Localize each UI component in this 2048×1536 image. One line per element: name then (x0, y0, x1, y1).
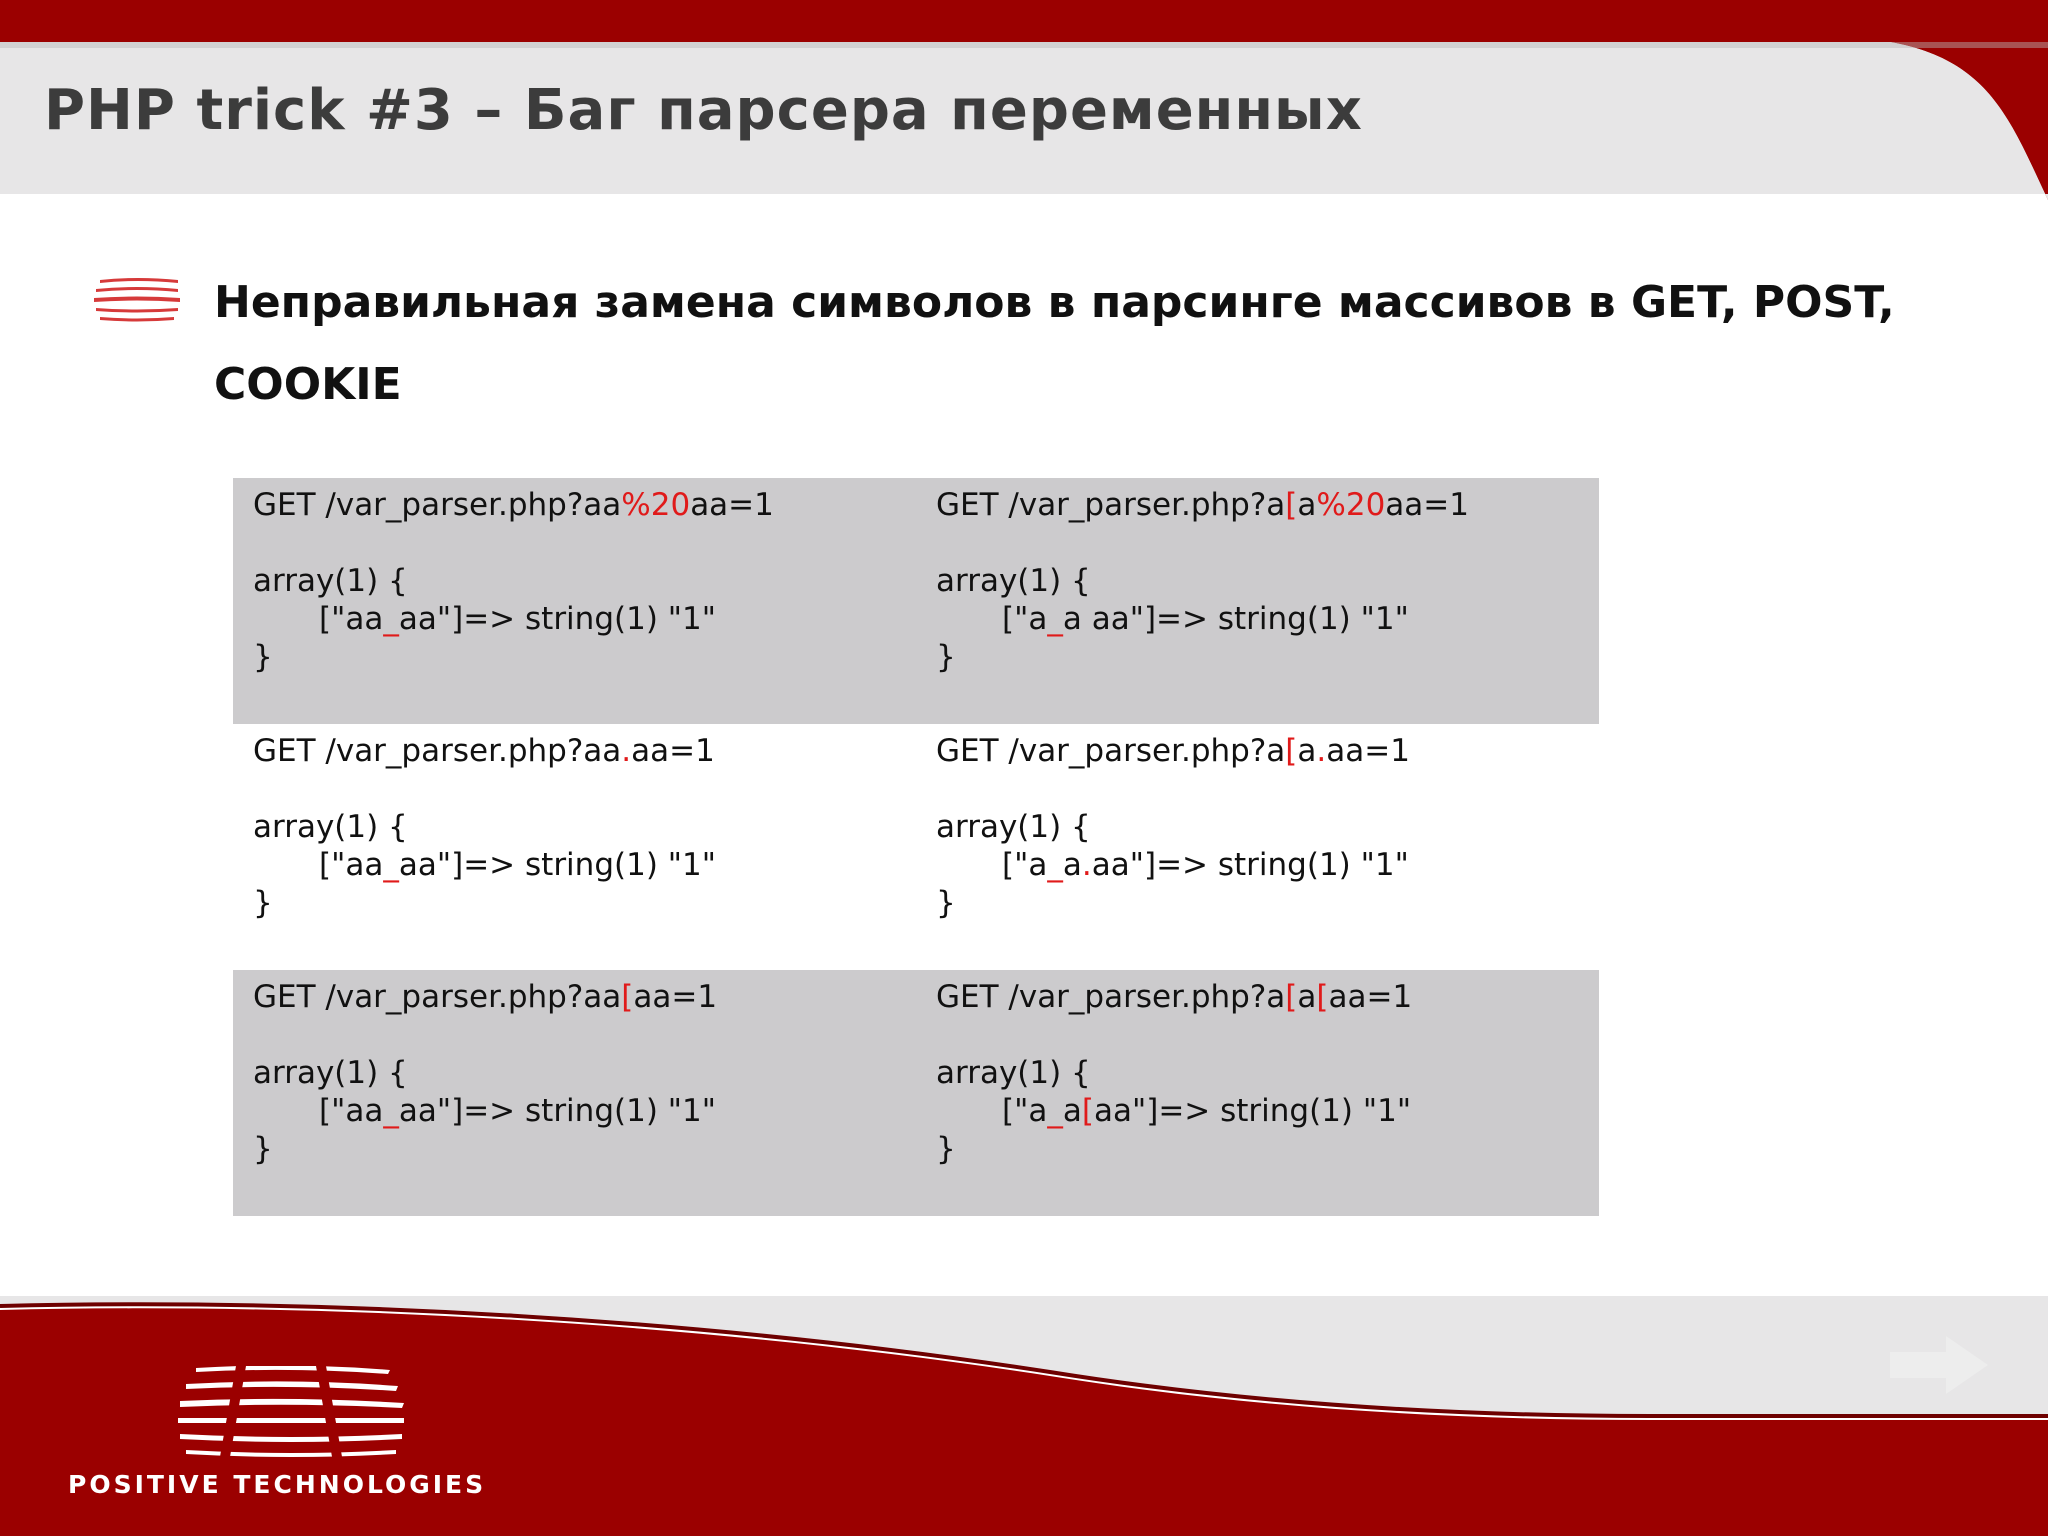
code-text: aa=1 (1326, 733, 1410, 769)
code-cell-left (253, 486, 774, 676)
highlighted-char: . (621, 733, 632, 769)
highlighted-char: _ (383, 847, 399, 883)
code-text: ["a (1002, 1093, 1048, 1129)
code-text: GET /var_parser.php?aa (253, 733, 622, 769)
code-text: a (1297, 979, 1317, 1015)
array-open-line: array(1) { (936, 809, 1091, 845)
positive-technologies-logo-icon (176, 1366, 406, 1462)
code-cell-right (936, 978, 1412, 1168)
highlighted-char: . (1316, 733, 1327, 769)
request-line (936, 978, 1412, 1016)
array-open-line: array(1) { (936, 563, 1091, 599)
array-close-line: } (936, 1131, 956, 1167)
code-text: aa"]=> string(1) "1" (1091, 847, 1409, 883)
request-line (936, 486, 1469, 524)
code-text: GET /var_parser.php?a (936, 733, 1286, 769)
highlighted-char: [ (1285, 733, 1298, 769)
array-element-line (936, 846, 1410, 884)
array-close-line: } (253, 639, 273, 675)
highlighted-char: %20 (621, 487, 691, 523)
highlighted-char: [ (1285, 979, 1298, 1015)
code-text: GET /var_parser.php?a (936, 979, 1286, 1015)
code-text: a (1062, 847, 1082, 883)
code-row (233, 970, 1599, 1216)
code-text: aa"]=> string(1) "1" (398, 1093, 717, 1129)
code-text: ["aa (319, 847, 384, 883)
brand-name: POSITIVE TECHNOLOGIES (68, 1470, 487, 1499)
blank-line (253, 524, 774, 562)
highlighted-char: . (1081, 847, 1092, 883)
code-text: ["a (1002, 601, 1048, 637)
array-open-line: array(1) { (936, 1055, 1091, 1091)
array-element-line (253, 846, 716, 884)
code-text: GET /var_parser.php?a (936, 487, 1286, 523)
code-text: aa"]=> string(1) "1" (398, 601, 717, 637)
code-cell-left (253, 978, 717, 1168)
code-row (233, 724, 1599, 970)
code-text: aa=1 (631, 733, 715, 769)
code-text: aa=1 (1385, 487, 1469, 523)
code-text: a (1297, 487, 1317, 523)
code-examples-grid (233, 478, 1599, 1216)
request-line (253, 978, 717, 1016)
highlighted-char: _ (1047, 847, 1063, 883)
code-cell-right (936, 486, 1469, 676)
array-open-line: array(1) { (253, 563, 408, 599)
array-close-line: } (253, 1131, 273, 1167)
code-text: GET /var_parser.php?aa (253, 979, 622, 1015)
array-element-line (253, 600, 774, 638)
code-cell-right (936, 732, 1410, 922)
highlighted-char: %20 (1316, 487, 1386, 523)
highlighted-char: _ (383, 1093, 399, 1129)
red-stripes-bullet-icon (94, 278, 180, 324)
highlighted-char: _ (1047, 601, 1063, 637)
code-text: ["aa (319, 1093, 384, 1129)
highlighted-char: _ (1047, 1093, 1063, 1129)
code-text: ["aa (319, 601, 384, 637)
code-text: aa=1 (633, 979, 718, 1015)
highlighted-char: [ (1081, 1093, 1094, 1129)
code-text: a (1297, 733, 1317, 769)
highlighted-char: [ (621, 979, 634, 1015)
array-close-line: } (936, 885, 956, 921)
highlighted-char: [ (1285, 487, 1298, 523)
request-line (253, 486, 774, 524)
array-element-line (253, 1092, 717, 1130)
blank-line (253, 770, 716, 808)
array-open-line: array(1) { (253, 1055, 408, 1091)
code-row (233, 478, 1599, 724)
array-element-line (936, 1092, 1412, 1130)
request-line (253, 732, 716, 770)
array-element-line (936, 600, 1469, 638)
bullet-text: Неправильная замена символов в парсинге массивов в GET, POST, COOKIE (214, 277, 1895, 410)
blank-line (936, 770, 1410, 808)
code-text: aa"]=> string(1) "1" (398, 847, 717, 883)
highlighted-char: [ (1316, 979, 1329, 1015)
code-text: a aa"]=> string(1) "1" (1062, 601, 1409, 637)
blank-line (936, 1016, 1412, 1054)
code-text: a (1062, 1093, 1082, 1129)
array-close-line: } (253, 885, 273, 921)
request-line (936, 732, 1410, 770)
next-arrow-icon[interactable] (1888, 1336, 1988, 1394)
code-text: aa=1 (1328, 979, 1413, 1015)
blank-line (936, 524, 1469, 562)
code-text: aa=1 (690, 487, 774, 523)
code-text: ["a (1002, 847, 1048, 883)
blank-line (253, 1016, 717, 1054)
slide-title: PHP trick #3 – Баг парсера переменных (44, 78, 1363, 143)
highlighted-char: _ (383, 601, 399, 637)
code-text: GET /var_parser.php?aa (253, 487, 622, 523)
array-close-line: } (936, 639, 956, 675)
code-cell-left (253, 732, 716, 922)
array-open-line: array(1) { (253, 809, 408, 845)
code-text: aa"]=> string(1) "1" (1093, 1093, 1412, 1129)
